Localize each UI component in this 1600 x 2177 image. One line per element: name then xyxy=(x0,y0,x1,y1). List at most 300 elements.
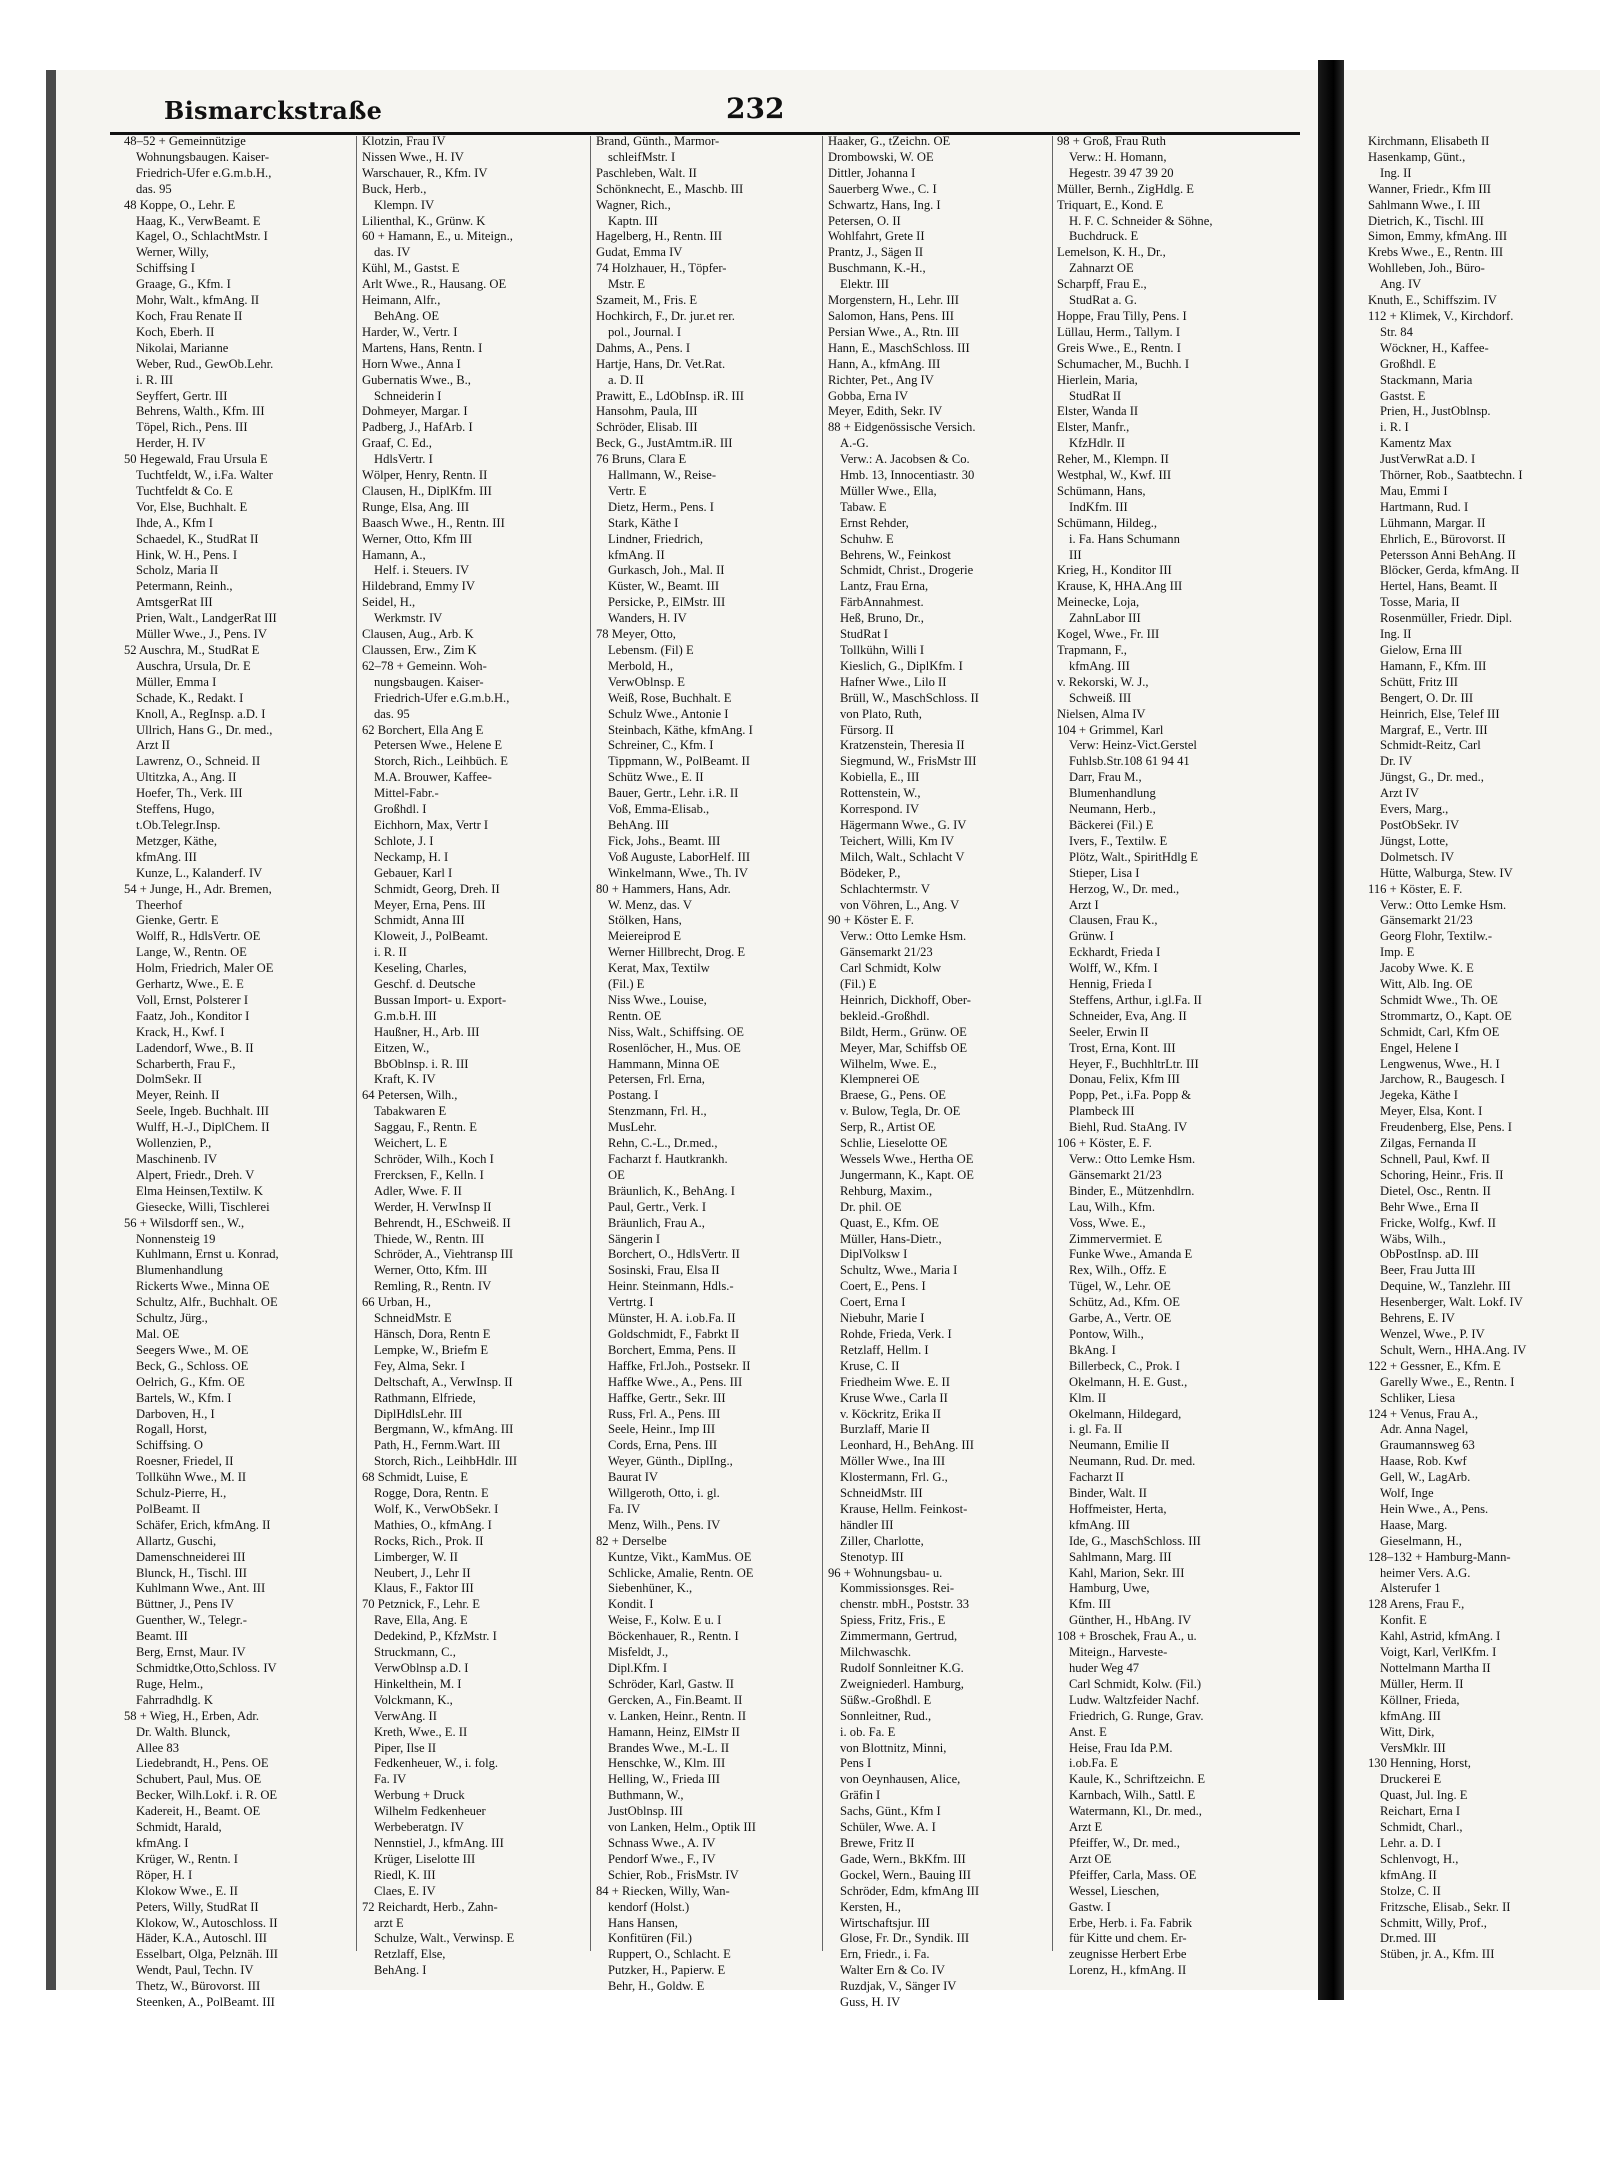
directory-entry: 50 Hegewald, Frau Ursula E xyxy=(124,452,268,467)
directory-entry: Hartje, Hans, Dr. Vet.Rat. xyxy=(596,356,726,371)
directory-entry: Konfit. E xyxy=(1380,1613,1427,1628)
directory-entry: Thiede, W., Rentn. III xyxy=(374,1231,485,1246)
directory-entry: FärbAnnahmest. xyxy=(840,595,924,610)
directory-entry: Eitzen, W., xyxy=(374,1040,430,1055)
directory-entry: Kruse Wwe., Carla II xyxy=(840,1390,948,1405)
directory-entry: Haase, Marg. xyxy=(1380,1517,1448,1532)
directory-entry: Klostermann, Frl. G., xyxy=(840,1470,948,1485)
directory-entry: Graumannsweg 63 xyxy=(1380,1438,1475,1453)
directory-entry: W. Menz, das. V xyxy=(608,897,692,912)
directory-entry: Rogge, Dora, Rentn. E xyxy=(374,1486,489,1501)
directory-entry: PostObSekr. IV xyxy=(1380,817,1460,832)
directory-entry: Sachs, Günt., Kfm I xyxy=(840,1804,941,1819)
directory-entry: Ruppert, O., Schlacht. E xyxy=(608,1947,731,1962)
directory-entry: Bödeker, P., xyxy=(840,865,901,880)
directory-entry: Schade, K., Redakt. I xyxy=(136,690,244,705)
directory-entry: Rohde, Frieda, Verk. I xyxy=(840,1326,952,1341)
directory-entry: Kagel, O., SchlachtMstr. I xyxy=(136,229,268,244)
directory-entry: Klokow, W., Autoschloss. II xyxy=(136,1915,278,1930)
directory-entry: Dr.med. III xyxy=(1380,1931,1437,1946)
directory-entry: Heß, Bruno, Dr., xyxy=(840,611,924,626)
directory-entry: Petersen, O. II xyxy=(828,213,901,228)
directory-entry: Hoffmeister, Herta, xyxy=(1069,1501,1167,1516)
directory-entry: Fahrradhdlg. K xyxy=(136,1692,213,1707)
directory-entry: Wollenzien, P., xyxy=(136,1136,212,1151)
directory-entry: Jarchow, R., Baugesch. I xyxy=(1380,1072,1505,1087)
directory-entry: für Kitte und chem. Er- xyxy=(1069,1931,1187,1946)
directory-entry: Weber, Rud., GewOb.Lehr. xyxy=(136,356,274,371)
directory-entry: Bildt, Herm., Grünw. OE xyxy=(840,1024,967,1039)
directory-entry: Hennig, Frieda I xyxy=(1069,977,1152,992)
directory-entry: IndKfm. III xyxy=(1069,499,1128,514)
directory-entry: Persian Wwe., A., Rtn. III xyxy=(828,324,959,339)
directory-entry: Rex, Wilh., Offz. E xyxy=(1069,1263,1167,1278)
directory-entry: Steinbach, Käthe, kfmAng. I xyxy=(608,722,753,737)
directory-entry: SchneidMstr. III xyxy=(840,1486,923,1501)
directory-entry: Dohmeyer, Margar. I xyxy=(362,404,468,419)
directory-entry: Russ, Frl. A., Pens. III xyxy=(608,1406,721,1421)
directory-entry: Steffens, Hugo, xyxy=(136,802,215,817)
directory-entry: 106 + Köster, E. F. xyxy=(1057,1136,1152,1151)
directory-entry: 58 + Wieg, H., Erben, Adr. xyxy=(124,1708,260,1723)
directory-entry: Pfeiffer, Carla, Mass. OE xyxy=(1069,1867,1197,1882)
directory-entry: H. F. C. Schneider & Söhne, xyxy=(1069,213,1213,228)
directory-entry: Meyer, Erna, Pens. III xyxy=(374,897,486,912)
directory-entry: Brandes Wwe., M.-L. II xyxy=(608,1740,730,1755)
directory-entry: Baurat IV xyxy=(608,1470,659,1485)
directory-entry: Sahlmann Wwe., I. III xyxy=(1368,197,1481,212)
directory-entry: Rentn. OE xyxy=(608,1008,662,1023)
directory-entry: Weyer, Günth., DiplIng., xyxy=(608,1454,733,1469)
directory-entry: SchneidMstr. E xyxy=(374,1311,452,1326)
directory-entry: Schmidt, Anna III xyxy=(374,913,465,928)
directory-entry: Heimann, Alfr., xyxy=(362,293,441,308)
directory-entry: Claussen, Erw., Zim K xyxy=(362,643,477,657)
directory-entry: Hartmann, Rud. I xyxy=(1380,499,1469,514)
directory-entry: Kondit. I xyxy=(608,1597,654,1612)
directory-entry: Weiß, Rose, Buchhalt. E xyxy=(608,690,732,705)
directory-entry: M.A. Brouwer, Kaffee- xyxy=(374,770,492,785)
directory-entry: Facharzt f. Hautkrankh. xyxy=(608,1152,728,1166)
directory-entry: Tuchtfeldt, W., i.Fa. Walter xyxy=(136,468,273,483)
directory-entry: Faatz, Joh., Konditor I xyxy=(136,1008,250,1023)
directory-entry: Töpel, Rich., Pens. III xyxy=(136,420,248,435)
directory-entry: Schröder, Elisab. III xyxy=(596,420,698,435)
directory-entry: Persicke, P., ElMstr. III xyxy=(608,595,726,610)
directory-entry: i. R. III xyxy=(136,372,174,387)
directory-entry: Hammann, Minna OE xyxy=(608,1056,720,1071)
directory-entry: 70 Petznick, F., Lehr. E xyxy=(362,1597,480,1612)
directory-entry: Hasenkamp, Günt., xyxy=(1368,149,1466,164)
directory-entry: Eckhardt, Frieda I xyxy=(1069,945,1161,960)
directory-entry: Prien, H., JustOblnsp. xyxy=(1380,404,1491,419)
directory-entry: Müller, Bernh., ZigHdlg. E xyxy=(1057,181,1194,196)
directory-entry: Dittler, Johanna I xyxy=(828,165,916,180)
directory-entry: Jüngst, G., Dr. med., xyxy=(1380,770,1484,785)
directory-entry: Neubert, J., Lehr II xyxy=(374,1565,471,1580)
directory-entry: Biehl, Rud. StaAng. IV xyxy=(1069,1120,1188,1135)
directory-entry: OE xyxy=(608,1167,625,1182)
directory-entry: Quast, Jul. Ing. E xyxy=(1380,1788,1468,1803)
directory-entry: Lantz, Frau Erna, xyxy=(840,579,929,594)
directory-entry: Mal. OE xyxy=(136,1326,180,1341)
directory-entry: Clausen, H., DiplKfm. III xyxy=(362,483,492,498)
directory-entry: Pfeiffer, W., Dr. med., xyxy=(1069,1835,1180,1850)
directory-entry: Grünw. I xyxy=(1069,929,1114,944)
directory-entry: Rickerts Wwe., Minna OE xyxy=(136,1279,270,1294)
directory-entry: Niebuhr, Marie I xyxy=(840,1311,925,1326)
directory-entry: Reichart, Erna I xyxy=(1380,1804,1461,1819)
directory-entry: Putzker, H., Papierw. E xyxy=(608,1963,726,1978)
directory-entry: Behr, H., Goldw. E xyxy=(608,1979,705,1994)
directory-entry: Hagelberg, H., Rentn. III xyxy=(596,229,723,244)
directory-entry: G.m.b.H. III xyxy=(374,1008,437,1023)
directory-entry: StudRat I xyxy=(840,627,888,642)
directory-entry: 52 Auschra, M., StudRat E xyxy=(124,643,260,657)
directory-entry: Behrens, Walth., Kfm. III xyxy=(136,404,265,419)
directory-entry: Gänsemarkt 21/23 xyxy=(1380,913,1473,928)
directory-entry: Krause, K, HHA.Ang III xyxy=(1057,579,1183,594)
directory-entry: Blunck, H., Tischl. III xyxy=(136,1565,247,1580)
directory-entry: Schoring, Heinr., Fris. II xyxy=(1380,1167,1504,1182)
directory-entry: Wanders, H. IV xyxy=(608,611,687,626)
directory-entry: Helf. i. Steuers. IV xyxy=(374,563,470,578)
directory-entry: JustVerwRat a.D. I xyxy=(1380,452,1476,467)
directory-entry: KfzHdlr. II xyxy=(1069,436,1125,451)
directory-entry: Keseling, Charles, xyxy=(374,961,467,976)
directory-entry: Haffke, Gertr., Sekr. III xyxy=(608,1390,726,1405)
directory-entry: Hegestr. 39 47 39 20 xyxy=(1069,165,1174,180)
directory-entry: BehAng. OE xyxy=(374,308,440,323)
directory-entry: Kuhlmann Wwe., Ant. III xyxy=(136,1581,266,1596)
directory-entry: Tabaw. E xyxy=(840,499,887,514)
directory-entry: Herzog, W., Dr. med., xyxy=(1069,881,1180,896)
directory-entry: Leonhard, H., BehAng. III xyxy=(840,1438,974,1453)
directory-entry: Nissen Wwe., H. IV xyxy=(362,149,464,164)
scan-margin xyxy=(0,0,46,2177)
directory-entry: Günther, H., HbAng. IV xyxy=(1069,1613,1192,1628)
directory-entry: Strommartz, O., Kapt. OE xyxy=(1380,1008,1512,1023)
directory-entry: Kahl, Marion, Sekr. III xyxy=(1069,1565,1185,1580)
directory-entry: Meiereiprod E xyxy=(608,929,682,944)
directory-entry: Facharzt II xyxy=(1069,1470,1124,1485)
directory-entry: Lawrenz, O., Schneid. II xyxy=(136,754,261,769)
directory-entry: Gerhartz, Wwe., E. E xyxy=(136,977,244,992)
directory-entry: Schröder, Karl, Gastw. II xyxy=(608,1676,734,1691)
directory-entry: Hinkelthein, M. I xyxy=(374,1676,462,1691)
directory-entry: BehAng. I xyxy=(374,1963,427,1978)
directory-entry: Karnbach, Wilh., Sattl. E xyxy=(1069,1788,1196,1803)
directory-entry: Neumann, Emilie II xyxy=(1069,1438,1170,1453)
directory-entry: Stenzmann, Frl. H., xyxy=(608,1104,707,1119)
directory-column-2 xyxy=(362,134,594,1979)
directory-entry: Müller, Hans-Dietr., xyxy=(840,1231,942,1246)
directory-entry: Pontow, Wilh., xyxy=(1069,1326,1144,1341)
directory-entry: Kloweit, J., PolBeamt. xyxy=(374,929,489,944)
directory-entry: Dietrich, K., Tischl. III xyxy=(1368,213,1484,228)
directory-entry: Funke Wwe., Amanda E xyxy=(1069,1247,1193,1262)
directory-entry: Prien, Walt., LandgerRat III xyxy=(136,611,277,626)
directory-entry: Quast, E., Kfm. OE xyxy=(840,1215,939,1230)
directory-entry: Schröder, Edm, kfmAng III xyxy=(840,1883,980,1898)
directory-entry: Schlie, Lieselotte OE xyxy=(840,1136,948,1151)
directory-column-5 xyxy=(1057,134,1289,1979)
directory-entry: Alsterufer 1 xyxy=(1380,1581,1441,1596)
directory-entry: Klaus, F., Faktor III xyxy=(374,1581,474,1596)
directory-entry: Wanner, Friedr., Kfm III xyxy=(1368,181,1491,196)
directory-entry: Braese, G., Pens. OE xyxy=(840,1088,946,1103)
directory-entry: Kunze, L., Kalanderf. IV xyxy=(136,865,263,880)
directory-entry: Liedebrandt, H., Pens. OE xyxy=(136,1756,269,1771)
directory-entry: Hertel, Hans, Beamt. II xyxy=(1380,579,1498,594)
directory-entry: Frercksen, F., Kelln. I xyxy=(374,1167,484,1182)
directory-entry: Ang. IV xyxy=(1380,277,1422,292)
directory-entry: Wenzel, Wwe., P. IV xyxy=(1380,1326,1485,1341)
directory-entry: Arlt Wwe., R., Hausang. OE xyxy=(362,277,507,292)
directory-entry: Wolf, K., VerwObSekr. I xyxy=(374,1501,499,1516)
directory-entry: Arzt E xyxy=(1069,1820,1103,1835)
directory-entry: 60 + Hamann, E., u. Miteign., xyxy=(362,229,513,244)
directory-entry: Stüben, jr. A., Kfm. III xyxy=(1380,1947,1495,1962)
directory-entry: Behr Wwe., Erna II xyxy=(1380,1199,1479,1214)
directory-entry: BkAng. I xyxy=(1069,1342,1116,1357)
directory-entry: Gieselmann, H., xyxy=(1380,1533,1462,1548)
directory-entry: Schönknecht, E., Maschb. III xyxy=(596,181,744,196)
directory-entry: Schliker, Liesa xyxy=(1380,1390,1456,1405)
directory-column-3 xyxy=(596,134,828,1995)
directory-entry: Dequine, W., Tanzlehr. III xyxy=(1380,1279,1511,1294)
directory-entry: Voss, Wwe. E., xyxy=(1069,1215,1146,1230)
directory-entry: händler III xyxy=(840,1517,894,1532)
directory-entry: VerwOblnsp a.D. I xyxy=(374,1661,469,1675)
book-gutter xyxy=(1318,60,1344,2000)
directory-entry: Sosinski, Frau, Elsa II xyxy=(608,1263,720,1278)
directory-entry: Sonnleitner, Rud., xyxy=(840,1708,932,1723)
directory-entry: Bräunlich, Frau A., xyxy=(608,1215,705,1230)
directory-entry: Kahl, Astrid, kfmAng. I xyxy=(1380,1629,1501,1644)
directory-entry: Hans Hansen, xyxy=(608,1915,678,1930)
directory-entry: Mathies, O., kfmAng. I xyxy=(374,1517,492,1532)
directory-entry: Fa. IV xyxy=(374,1772,407,1787)
directory-entry: Gudat, Emma IV xyxy=(596,245,683,260)
directory-entry: Prawitt, E., LdObInsp. iR. III xyxy=(596,388,744,403)
directory-entry: Schäfer, Erich, kfmAng. II xyxy=(136,1517,271,1532)
directory-entry: Tabakwaren E xyxy=(374,1104,447,1119)
directory-entry: Retzlaff, Else, xyxy=(374,1947,446,1962)
directory-entry: 128–132 + Hamburg-Mann- xyxy=(1368,1549,1511,1564)
directory-entry: Schweiß. III xyxy=(1069,690,1132,705)
directory-entry: Hoefer, Th., Verk. III xyxy=(136,786,243,801)
directory-entry: Ing. II xyxy=(1380,165,1412,180)
directory-entry: Path, H., Fernm.Wart. III xyxy=(374,1438,501,1453)
directory-entry: Schaedel, K., StudRat II xyxy=(136,531,259,546)
directory-entry: Werner Hillbrecht, Drog. E xyxy=(608,945,746,960)
directory-entry: Okelmann, Hildegard, xyxy=(1069,1406,1182,1421)
directory-entry: Ziller, Charlotte, xyxy=(840,1533,924,1548)
directory-entry: Niss, Walt., Schiffsing. OE xyxy=(608,1024,745,1039)
directory-entry: Gubernatis Wwe., B., xyxy=(362,372,471,387)
directory-entry: 122 + Gessner, E., Kfm. E xyxy=(1368,1358,1501,1373)
directory-entry: Darboven, H., I xyxy=(136,1406,215,1421)
directory-entry: Stackmann, Maria xyxy=(1380,372,1473,387)
directory-entry: Hallmann, W., Reise- xyxy=(608,468,717,483)
directory-entry: Blöcker, Gerda, kfmAng. II xyxy=(1380,563,1520,578)
directory-entry: Schuhw. E xyxy=(840,531,894,546)
directory-entry: Pendorf Wwe., F., IV xyxy=(608,1851,716,1866)
directory-entry: Henschke, W., Klm. III xyxy=(608,1756,726,1771)
directory-entry: das. IV xyxy=(374,245,411,260)
directory-entry: Schmidt, Charl., xyxy=(1380,1820,1463,1835)
directory-entry: Vor, Else, Buchhalt. E xyxy=(136,499,248,514)
directory-entry: Bauer, Gertr., Lehr. i.R. II xyxy=(608,786,739,801)
directory-entry: Werner, Otto, Kfm III xyxy=(362,531,473,546)
directory-entry: Hesenberger, Walt. Lokf. IV xyxy=(1380,1295,1523,1310)
directory-entry: Kaptn. III xyxy=(608,213,658,228)
directory-entry: Heinrich, Else, Telef III xyxy=(1380,706,1500,721)
directory-entry: Storch, Rich., Leihbüch. E xyxy=(374,754,508,769)
directory-entry: v. Lanken, Heinr., Rentn. II xyxy=(608,1708,747,1723)
directory-entry: Greis Wwe., E., Rentn. I xyxy=(1057,340,1181,355)
directory-entry: Mohr, Walt., kfmAng. II xyxy=(136,293,260,308)
directory-entry: Tollkühn Wwe., M. II xyxy=(136,1470,247,1485)
directory-entry: Weise, F., Kolw. E u. I xyxy=(608,1613,722,1628)
directory-entry: Watermann, Kl., Dr. med., xyxy=(1069,1804,1202,1819)
directory-entry: StudRat a. G. xyxy=(1069,293,1137,308)
directory-entry: Blumenhandlung xyxy=(1069,786,1156,801)
directory-entry: Helling, W., Frieda III xyxy=(608,1772,720,1787)
directory-entry: Adr. Anna Nagel, xyxy=(1380,1422,1469,1437)
directory-entry: Theerhof xyxy=(136,897,183,912)
directory-entry: Schulze, Walt., Verwinsp. E xyxy=(374,1931,515,1946)
directory-entry: 68 Schmidt, Luise, E xyxy=(362,1470,468,1485)
directory-entry: Dr. Walth. Blunck, xyxy=(136,1724,231,1739)
directory-entry: Riedl, K. III xyxy=(374,1867,436,1882)
directory-entry: Voll, Ernst, Polsterer I xyxy=(136,992,249,1007)
directory-entry: Hamburg, Uwe, xyxy=(1069,1581,1150,1596)
directory-entry: III xyxy=(1069,547,1082,562)
directory-entry: Damenschneiderei III xyxy=(136,1549,246,1564)
directory-entry: Arzt II xyxy=(136,738,170,753)
directory-entry: Zweigniederl. Hamburg, xyxy=(840,1676,964,1691)
directory-entry: Jungermann, K., Kapt. OE xyxy=(840,1167,974,1182)
directory-entry: Wäbs, Wilh., xyxy=(1380,1231,1446,1246)
directory-entry: 54 + Junge, H., Adr. Bremen, xyxy=(124,881,272,896)
directory-entry: Stenotyp. III xyxy=(840,1549,904,1564)
directory-entry: Seyffert, Gertr. III xyxy=(136,388,228,403)
directory-entry: DolmSekr. II xyxy=(136,1072,202,1087)
directory-entry: Müller Wwe., Ella, xyxy=(840,483,937,498)
directory-entry: Glose, Fr. Dr., Syndik. III xyxy=(840,1931,970,1946)
directory-entry: (Fil.) E xyxy=(608,977,645,992)
directory-entry: Schiffsing I xyxy=(136,261,195,276)
directory-entry: Okelmann, H. E. Gust., xyxy=(1069,1374,1188,1389)
directory-entry: Arzt OE xyxy=(1069,1851,1112,1866)
directory-entry: Wagner, Rich., xyxy=(596,197,671,212)
directory-entry: Zimmervermiet. E xyxy=(1069,1231,1163,1246)
directory-entry: Heinrich, Dickhoff, Ober- xyxy=(840,992,972,1007)
directory-entry: Hamann, F., Kfm. III xyxy=(1380,658,1487,673)
directory-entry: das. 95 xyxy=(136,181,172,196)
directory-entry: Wöckner, H., Kaffee- xyxy=(1380,340,1489,355)
directory-entry: Berg, Ernst, Maur. IV xyxy=(136,1645,246,1660)
street-title: Bismarckstraße xyxy=(164,96,383,125)
directory-entry: Plötz, Walt., SpiritHdlg E xyxy=(1069,849,1198,864)
directory-entry: Gänsemarkt 21/23 xyxy=(1069,1167,1162,1182)
directory-entry: Fedkenheuer, W., i. folg. xyxy=(374,1756,499,1771)
directory-entry: Hann, A., kfmAng. III xyxy=(828,356,941,371)
directory-entry: Ing. II xyxy=(1380,627,1412,642)
directory-entry: Schulz-Pierre, H., xyxy=(136,1486,227,1501)
directory-entry: Beck, G., JustAmtm.iR. III xyxy=(596,436,733,451)
directory-entry: Teichert, Willi, Km IV xyxy=(840,833,955,848)
directory-entry: Klokow Wwe., E. II xyxy=(136,1883,238,1898)
directory-entry: Haaker, G., tZeichn. OE xyxy=(828,134,951,148)
directory-entry: Müller Wwe., J., Pens. IV xyxy=(136,627,267,642)
directory-entry: 104 + Grimmel, Karl xyxy=(1057,722,1164,737)
directory-entry: Zilgas, Fernanda II xyxy=(1380,1136,1477,1151)
directory-entry: Padberg, J., HafArb. I xyxy=(362,420,473,435)
directory-entry: Dedekind, P., KfzMstr. I xyxy=(374,1629,497,1644)
directory-entry: Wilhelm, Wwe. E., xyxy=(840,1056,937,1071)
directory-entry: Geschf. d. Deutsche xyxy=(374,977,476,992)
directory-entry: i. ob. Fa. E xyxy=(840,1724,896,1739)
directory-entry: Lau, Wilh., Kfm. xyxy=(1069,1199,1156,1214)
directory-entry: Saggau, F., Rentn. E xyxy=(374,1120,477,1135)
directory-entry: Paschleben, Walt. II xyxy=(596,165,697,180)
directory-entry: Müller, Emma I xyxy=(136,674,217,689)
directory-entry: Nielsen, Alma IV xyxy=(1057,706,1146,721)
directory-entry: Schiffsing. O xyxy=(136,1438,203,1453)
directory-entry: Vertr. E xyxy=(608,483,647,498)
directory-entry: 48 Koppe, O., Lehr. E xyxy=(124,197,236,212)
directory-entry: MusLehr. xyxy=(608,1120,657,1135)
directory-entry: Margraf, E., Vertr. III xyxy=(1380,722,1488,737)
directory-entry: Korrespond. IV xyxy=(840,802,920,817)
directory-entry: Lempke, W., Briefm E xyxy=(374,1342,489,1357)
directory-entry: Kaule, K., Schriftzeichn. E xyxy=(1069,1772,1206,1787)
directory-entry: Lebensm. (Fil) E xyxy=(608,643,694,657)
directory-entry: Stark, Käthe I xyxy=(608,515,679,530)
directory-entry: Giesecke, Willi, Tischlerei xyxy=(136,1199,270,1214)
directory-entry: Petersen, Frl. Erna, xyxy=(608,1072,705,1087)
directory-entry: Kommissionsges. Rei- xyxy=(840,1581,955,1596)
directory-entry: Fick, Johs., Beamt. III xyxy=(608,833,721,848)
directory-entry: arzt E xyxy=(374,1915,404,1930)
directory-entry: Meyer, Edith, Sekr. IV xyxy=(828,404,943,419)
directory-entry: Billerbeck, C., Prok. I xyxy=(1069,1358,1180,1373)
directory-entry: Gräfin I xyxy=(840,1788,881,1803)
directory-entry: Elster, Wanda II xyxy=(1057,404,1139,419)
directory-entry: Schlachtermstr. V xyxy=(840,881,931,896)
directory-entry: Weichert, L. E xyxy=(374,1136,448,1151)
directory-entry: Graage, G., Kfm. I xyxy=(136,277,231,292)
directory-entry: Gobba, Erna IV xyxy=(828,388,909,403)
directory-entry: Knoll, A., RegInsp. a.D. I xyxy=(136,706,266,721)
directory-entry: Donau, Felix, Kfm III xyxy=(1069,1072,1180,1087)
directory-entry: Friedheim Wwe. E. II xyxy=(840,1374,950,1389)
directory-entry: Lüllau, Herm., Tallym. I xyxy=(1057,324,1181,339)
directory-entry: JustOblnsp. III xyxy=(608,1804,683,1819)
directory-entry: Hafner Wwe., Lilo II xyxy=(840,674,947,689)
directory-entry: Hütte, Walburga, Stew. IV xyxy=(1380,865,1513,880)
directory-entry: huder Weg 47 xyxy=(1069,1661,1140,1675)
directory-entry: Schröder, Wilh., Koch I xyxy=(374,1152,494,1166)
directory-entry: 64 Petersen, Wilh., xyxy=(362,1088,458,1103)
directory-entry: Imp. E xyxy=(1380,945,1415,960)
directory-entry: Gell, W., LagArb. xyxy=(1380,1470,1471,1485)
directory-entry: 62–78 + Gemeinn. Woh- xyxy=(362,658,487,673)
directory-entry: Paul, Gertr., Verk. I xyxy=(608,1199,707,1214)
